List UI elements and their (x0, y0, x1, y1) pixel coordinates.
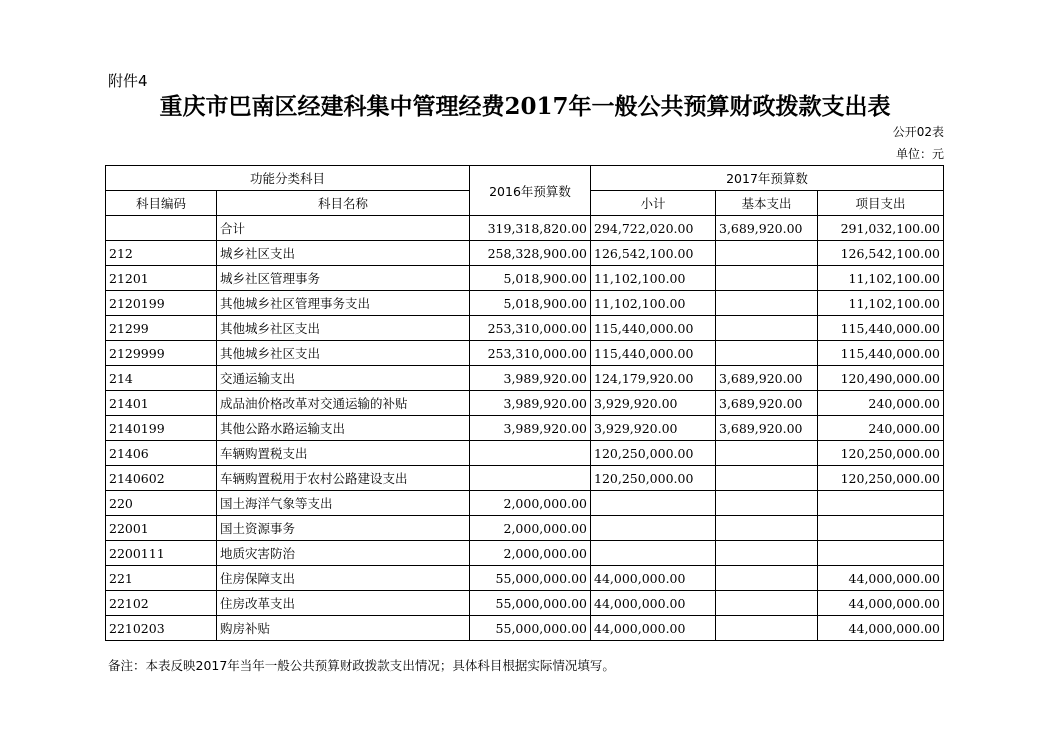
subject-code-cell: 22102 (106, 591, 217, 616)
table-row (106, 266, 944, 291)
budget-2016-cell: 319,318,820.00 (470, 216, 591, 241)
subject-code-cell: 2210203 (106, 616, 217, 641)
subtotal-cell (591, 491, 716, 516)
subtotal-cell: 44,000,000.00 (591, 566, 716, 591)
subject-code-cell: 21299 (106, 316, 217, 341)
subtotal-cell: 11,102,100.00 (591, 291, 716, 316)
budget-2016-cell: 55,000,000.00 (470, 566, 591, 591)
basic-expenditure-cell: 3,689,920.00 (716, 366, 818, 391)
basic-expenditure-cell: 3,689,920.00 (716, 216, 818, 241)
project-expenditure-cell (818, 541, 944, 566)
table-row (106, 291, 944, 316)
project-expenditure-cell: 44,000,000.00 (818, 591, 944, 616)
subject-name-cell: 城乡社区支出 (217, 241, 470, 266)
subject-name-cell: 城乡社区管理事务 (217, 266, 470, 291)
subject-code-cell: 221 (106, 566, 217, 591)
header-budget-2017: 2017年预算数 (591, 166, 944, 191)
project-expenditure-cell: 11,102,100.00 (818, 266, 944, 291)
budget-2016-cell: 5,018,900.00 (470, 266, 591, 291)
project-expenditure-cell: 120,250,000.00 (818, 441, 944, 466)
subject-name-cell: 国土资源事务 (217, 516, 470, 541)
subject-name-cell: 车辆购置税支出 (217, 441, 470, 466)
budget-table (105, 165, 944, 641)
basic-expenditure-cell (716, 516, 818, 541)
subtotal-cell: 120,250,000.00 (591, 441, 716, 466)
budget-2016-cell: 2,000,000.00 (470, 516, 591, 541)
attachment-label: 附件4 (108, 72, 148, 90)
project-expenditure-cell: 11,102,100.00 (818, 291, 944, 316)
subject-code-cell: 2140602 (106, 466, 217, 491)
table-row (106, 516, 944, 541)
table-row (106, 241, 944, 266)
subject-name-cell: 其他城乡社区支出 (217, 341, 470, 366)
header-subject-code: 科目编码 (106, 191, 217, 216)
basic-expenditure-cell (716, 541, 818, 566)
basic-expenditure-cell (716, 316, 818, 341)
subject-code-cell: 2200111 (106, 541, 217, 566)
subject-name-cell: 合计 (217, 216, 470, 241)
table-row (106, 591, 944, 616)
subject-code-cell: 21201 (106, 266, 217, 291)
project-expenditure-cell: 291,032,100.00 (818, 216, 944, 241)
subject-name-cell: 交通运输支出 (217, 366, 470, 391)
budget-2016-cell: 3,989,920.00 (470, 366, 591, 391)
budget-2016-cell: 253,310,000.00 (470, 341, 591, 366)
table-body (106, 216, 944, 641)
subject-code-cell: 214 (106, 366, 217, 391)
budget-2016-cell: 55,000,000.00 (470, 616, 591, 641)
subject-code-cell: 22001 (106, 516, 217, 541)
project-expenditure-cell: 120,490,000.00 (818, 366, 944, 391)
header-functional-category: 功能分类科目 (106, 166, 470, 191)
subject-code-cell: 212 (106, 241, 217, 266)
subtotal-cell: 115,440,000.00 (591, 341, 716, 366)
basic-expenditure-cell (716, 466, 818, 491)
project-expenditure-cell (818, 491, 944, 516)
subtotal-cell: 3,929,920.00 (591, 391, 716, 416)
budget-2016-cell (470, 466, 591, 491)
budget-2016-cell: 5,018,900.00 (470, 291, 591, 316)
subject-code-cell: 2129999 (106, 341, 217, 366)
header-budget-2016: 2016年预算数 (470, 166, 591, 216)
basic-expenditure-cell (716, 266, 818, 291)
subtotal-cell: 3,929,920.00 (591, 416, 716, 441)
project-expenditure-cell: 126,542,100.00 (818, 241, 944, 266)
subject-name-cell: 成品油价格改革对交通运输的补贴 (217, 391, 470, 416)
subject-name-cell: 其他公路水路运输支出 (217, 416, 470, 441)
subject-name-cell: 地质灾害防治 (217, 541, 470, 566)
form-number: 公开02表 (892, 125, 944, 139)
unit-label: 单位：元 (895, 147, 944, 161)
header-row-1 (106, 166, 944, 191)
table-row (106, 441, 944, 466)
subject-code-cell: 21406 (106, 441, 217, 466)
project-expenditure-cell: 44,000,000.00 (818, 566, 944, 591)
header-subject-name: 科目名称 (217, 191, 470, 216)
subject-name-cell: 国土海洋气象等支出 (217, 491, 470, 516)
budget-2016-cell: 55,000,000.00 (470, 591, 591, 616)
basic-expenditure-cell (716, 566, 818, 591)
subtotal-cell (591, 516, 716, 541)
budget-2016-cell: 258,328,900.00 (470, 241, 591, 266)
basic-expenditure-cell: 3,689,920.00 (716, 391, 818, 416)
budget-2016-cell: 2,000,000.00 (470, 541, 591, 566)
subject-code-cell: 2140199 (106, 416, 217, 441)
basic-expenditure-cell (716, 491, 818, 516)
basic-expenditure-cell (716, 441, 818, 466)
project-expenditure-cell (818, 516, 944, 541)
budget-2016-cell (470, 441, 591, 466)
subtotal-cell: 11,102,100.00 (591, 266, 716, 291)
header-subtotal: 小计 (591, 191, 716, 216)
header-project-expenditure: 项目支出 (818, 191, 944, 216)
subject-name-cell: 住房改革支出 (217, 591, 470, 616)
budget-2016-cell: 253,310,000.00 (470, 316, 591, 341)
subtotal-cell: 44,000,000.00 (591, 591, 716, 616)
basic-expenditure-cell (716, 291, 818, 316)
subject-name-cell: 住房保障支出 (217, 566, 470, 591)
subtotal-cell: 44,000,000.00 (591, 616, 716, 641)
project-expenditure-cell: 44,000,000.00 (818, 616, 944, 641)
basic-expenditure-cell (716, 616, 818, 641)
basic-expenditure-cell (716, 241, 818, 266)
project-expenditure-cell: 240,000.00 (818, 391, 944, 416)
budget-2016-cell: 3,989,920.00 (470, 416, 591, 441)
subtotal-cell: 294,722,020.00 (591, 216, 716, 241)
table-row (106, 616, 944, 641)
basic-expenditure-cell (716, 341, 818, 366)
table-row (106, 216, 944, 241)
table-row (106, 316, 944, 341)
subtotal-cell: 126,542,100.00 (591, 241, 716, 266)
header-basic-expenditure: 基本支出 (716, 191, 818, 216)
table-row (106, 366, 944, 391)
project-expenditure-cell: 115,440,000.00 (818, 341, 944, 366)
subtotal-cell: 124,179,920.00 (591, 366, 716, 391)
basic-expenditure-cell: 3,689,920.00 (716, 416, 818, 441)
budget-2016-cell: 2,000,000.00 (470, 491, 591, 516)
subject-code-cell (106, 216, 217, 241)
budget-2016-cell: 3,989,920.00 (470, 391, 591, 416)
subject-code-cell: 2120199 (106, 291, 217, 316)
table-row (106, 541, 944, 566)
page-title: 重庆市巴南区经建科集中管理经费2017年一般公共预算财政拨款支出表 (159, 93, 891, 120)
table-row (106, 341, 944, 366)
subject-name-cell: 其他城乡社区支出 (217, 316, 470, 341)
project-expenditure-cell: 115,440,000.00 (818, 316, 944, 341)
subtotal-cell: 120,250,000.00 (591, 466, 716, 491)
subject-code-cell: 220 (106, 491, 217, 516)
subject-code-cell: 21401 (106, 391, 217, 416)
basic-expenditure-cell (716, 591, 818, 616)
table-row (106, 416, 944, 441)
subject-name-cell: 其他城乡社区管理事务支出 (217, 291, 470, 316)
table-row (106, 391, 944, 416)
table-row (106, 466, 944, 491)
table-row (106, 566, 944, 591)
project-expenditure-cell: 120,250,000.00 (818, 466, 944, 491)
subtotal-cell (591, 541, 716, 566)
subtotal-cell: 115,440,000.00 (591, 316, 716, 341)
subject-name-cell: 车辆购置税用于农村公路建设支出 (217, 466, 470, 491)
project-expenditure-cell: 240,000.00 (818, 416, 944, 441)
footnote: 备注：本表反映2017年当年一般公共预算财政拨款支出情况；具体科目根据实际情况填写。 (108, 658, 615, 673)
subject-name-cell: 购房补贴 (217, 616, 470, 641)
table-row (106, 491, 944, 516)
